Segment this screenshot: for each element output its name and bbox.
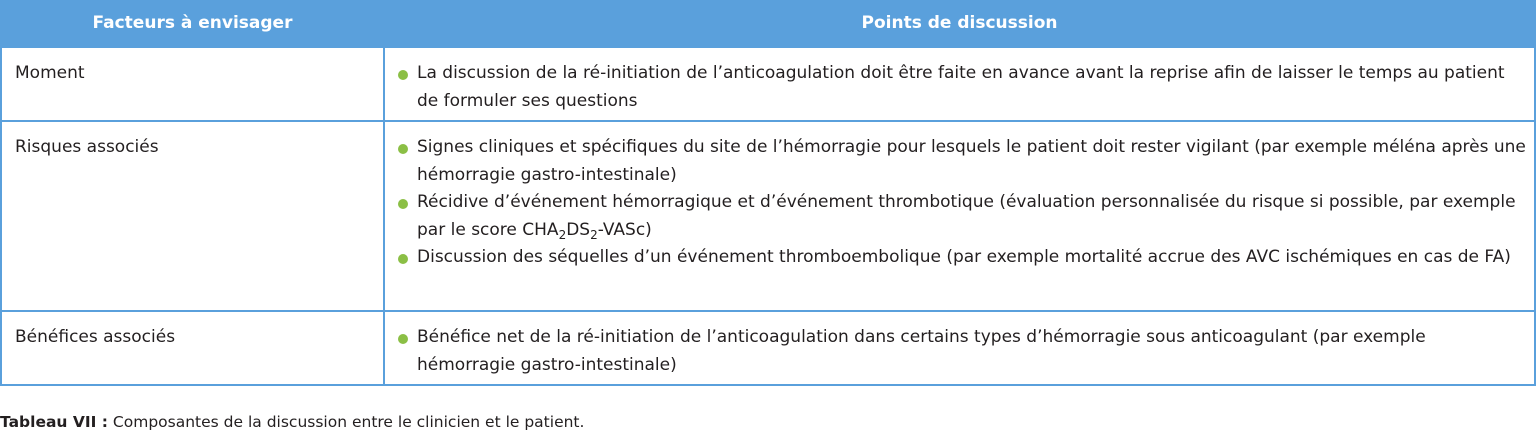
bullet-text-part: -VASc) [597, 219, 652, 240]
bullet-point [398, 134, 1528, 189]
caption-text: Composantes de la discussion entre le clinicien et le patient. [112, 413, 585, 431]
bullet-text: La discussion de la ré-initiation de l’anticoagulation doit être faite en avance avant la reprise afin de laisser le temps au patient de formuler ses questions [417, 63, 1505, 111]
bullet-icon [398, 70, 408, 80]
header-discussion-points: Points de discussion [384, 1, 1535, 47]
bullet-text: Bénéfice net de la ré-initiation de l’anticoagulation dans certains types d’hémorragie sous anticoagulant (par exemple hémorragie gastro-intestinale) [417, 327, 1426, 375]
caption-label: Tableau VII : [0, 413, 108, 431]
points-cell [384, 121, 1535, 311]
table-row [1, 121, 1535, 311]
table-caption [0, 412, 584, 432]
bullet-text: Signes cliniques et spécifiques du site de l’hémorragie pour lesquels le patient doit rester vigilant (par exemple méléna après une hémorragie gastro-intestinale) [417, 137, 1526, 185]
bullet-point [398, 244, 1528, 272]
table-row [1, 47, 1535, 121]
bullet-text-part: DS [566, 219, 591, 240]
factor-cell: Risques associés [1, 121, 384, 311]
points-cell [384, 311, 1535, 385]
table-row [1, 311, 1535, 385]
bullet-icon [398, 334, 408, 344]
bullet-icon [398, 254, 408, 264]
subscript: 2 [558, 227, 567, 242]
bullet-text-part: Récidive d’événement hémorragique et d’événement thrombotique (évaluation personnalisée du risque si possible, par exemple par le score CHA [417, 192, 1516, 240]
factor-cell: Bénéfices associés [1, 311, 384, 385]
bullet-point [398, 324, 1528, 379]
bullet-text [417, 192, 1516, 240]
header-factors: Facteurs à envisager [1, 1, 384, 47]
bullet-text: Discussion des séquelles d’un événement thromboembolique (par exemple mortalité accrue des AVC ischémiques en cas de FA) [417, 247, 1511, 267]
bullet-icon [398, 199, 408, 209]
factor-cell: Moment [1, 47, 384, 121]
table-header-row [1, 1, 1535, 47]
bullet-point [398, 60, 1528, 115]
points-cell [384, 47, 1535, 121]
subscript: 2 [590, 227, 598, 242]
bullet-point [398, 189, 1528, 244]
bullet-icon [398, 144, 408, 154]
